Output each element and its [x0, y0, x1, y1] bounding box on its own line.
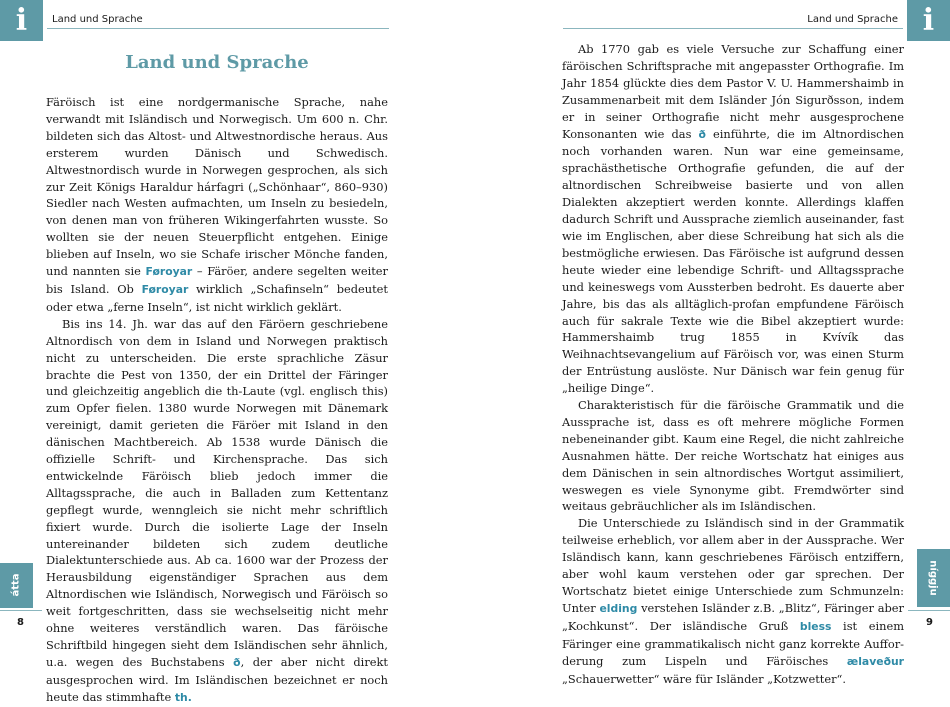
left-page [0, 0, 475, 704]
info-icon: i [922, 3, 935, 38]
text-run: Ab 1770 gab es viele Versuche zur Schaffung einer färöischen Schriftsprache mit angepasster Orthografie. Im Jahr 1854 glückte dies dem Pastor V. U. Hammershaimb in Zusammenarbeit mit dem Isländer Jón Sigurðsson, indem er in seiner Orthografie nicht mehr ausgesprochene Konsonanten wie das [562, 42, 904, 141]
number-word: átta [10, 573, 22, 597]
faroese-keyword: elding [599, 601, 638, 615]
info-tab [0, 0, 43, 41]
faroese-keyword: ð [698, 127, 706, 141]
text-run: Charakteristisch für die färöische Grammatik und die Aussprache ist, dass es oft mehrere mögliche Formen nebeneinander gibt. Kaum eine Regel, die nicht zahlreiche Ausnahmen hätte. Der reiche Wortschatz hat einiges aus dem Dänischen in sein altnordisches Wortgut assimiliert, weswegen es viele Synonyme gibt. Fremdwörter sind weitaus gebräuchlicher als im Isländischen. [562, 398, 904, 514]
header-rule [563, 28, 903, 29]
running-head: Land und Sprache [52, 14, 143, 25]
text-run: wirklich „Schafinseln“ bedeutet oder etwa „ferne Inseln“, ist nicht wirklich geklärt. [46, 281, 388, 314]
faroese-keyword: ð [233, 655, 241, 669]
header-rule [47, 28, 389, 29]
faroese-keyword: th. [174, 690, 192, 704]
faroese-keyword: Føroyar [141, 282, 189, 296]
faroese-keyword: bless [799, 619, 832, 633]
paragraph [562, 515, 904, 687]
footer-rule [0, 610, 42, 611]
body-text [46, 94, 388, 707]
footer-rule [908, 610, 950, 611]
text-run: Die Unterschiede zu Isländisch sind in der Grammatik teilweise erheblich, vor allem aber in der Aussprache. Wer Isländisch kann, kann geschriebenes Färöisch entziffern, aber wohl kaum verstehen oder gar sprechen. Der Wortschatz bietet einige Unterschiede zum Schmunzeln: Unter [562, 516, 904, 615]
paragraph [46, 94, 388, 316]
right-page [475, 0, 950, 686]
text-run: ist einem Färinger eine grammatikalisch nicht ganz korrekte Aufforderung zum Lispeln und Färöisches [562, 618, 904, 668]
text-run: verstehen Isländer z.B. „Blitz“, Färinger aber „Kochkunst“. Der isländische Gruß [562, 600, 904, 633]
faroese-keyword: ælaveður [846, 654, 904, 668]
number-word: níggju [927, 560, 939, 596]
page-number: 8 [17, 617, 24, 628]
text-run: – Färöer, andere segelten weiter bis Island. Ob [46, 264, 388, 296]
text-run: , der aber nicht direkt ausgesprochen wird. Im Isländischen bezeichnet er noch heute das stimmhafte [46, 654, 388, 704]
paragraph [562, 397, 904, 515]
text-run: einführte, die im Altnordischen noch vorhanden waren. Nun war eine gemeinsame, sprachästhetische Orthografie gefunden, die auf der altnordischen Schreibweise basierte und von allen Dialekten akzeptiert werden konnte. Allerdings klaffen dadurch Schrift und Aussprache ziemlich auseinander, fast wie im Englischen, aber diese Schreibung hat sich als die bestmögliche erwiesen. Das Färöische ist aufgrund dessen heute wieder eine lebendige Schrift- und Alltagssprache und keineswegs vom Aussterben bedroht. Es dauerte aber Jahre, bis das als alltäglich-profan empfundene Färöisch auch für sakrale Texte wie die Bibel akzeptiert wurde: Hammershaimb trug 1855 in Kvívík das Weihnachtsevangelium auf Färöisch vor, was einen Sturm der Entrüstung auslöste. Nur Dänisch war fein genug für „heilige Dinge“. [562, 126, 904, 396]
body-text [562, 41, 904, 687]
running-head: Land und Sprache [807, 14, 898, 25]
paragraph [562, 41, 904, 397]
page-number: 9 [926, 617, 933, 628]
info-tab [907, 0, 950, 41]
text-run: Färöisch ist eine nordgermanische Sprache, nahe verwandt mit Isländisch und Norwegisch. Um 600 n. Chr. bildeten sich das Altost- und Altwestnordische heraus. Aus ersterem wurden Dänisch und Schwedisch. Altwestnordisch wurde in Norwegen gesprochen, als sich zur Zeit Königs Haraldur hárfagri („Schönhaar“, 860–930) Siedler nach Westen aufmachten, um Inseln zu besiedeln, von denen man von früheren Wikingerfahrten wusste. So wollten sie der neuen Steuerpflicht entgehen. Einige blieben auf Inseln, wo sie Schafe irischer Mönche fanden, und nannten sie [46, 95, 388, 279]
faroese-keyword: Føroyar [145, 265, 193, 279]
chapter-title: Land und Sprache [125, 52, 309, 73]
text-run: „Schauerwetter“ wäre für Isländer „Kotzwetter“. [562, 671, 847, 686]
info-icon: i [15, 3, 28, 38]
side-tab [917, 549, 950, 607]
text-run: Bis ins 14. Jh. war das auf den Färöern geschriebene Altnordisch von dem in Island und Norwegen praktisch nicht zu unterscheiden. Die erste sprachliche Zäsur brachte die Pest von 1350, der ein Drittel der Färinger und gleichzeitig angeblich die th-Laute (vgl. englisch this) zum Opfer fielen. 1380 wurde Norwegen mit Dänemark vereinigt, damit gerieten die Färöer mit Island in den dänischen Machtbereich. Ab 1538 wurde Dänisch die offizielle Schrift- und Kirchensprache. Das sich entwickelnde Färöisch blieb jedoch immer die Alltagssprache, die auch in Balladen zum Kettentanz gepflegt wurde, wenngleich sie nicht mehr schriftlich fixiert wurde. Durch die isolierte Lage der Inseln untereinander bildeten sich zudem deutliche Dialektunterschiede aus. Ab ca. 1600 war der Prozess der Herausbildung eigenständiger Sprachen aus dem Altnordischen wie Isländisch, Norwegisch und Färöisch so weit fortgeschritten, dass sie wechselseitig nicht mehr ohne weiteres verständlich waren. Das färöische Schriftbild hingegen sieht dem Isländischen sehr ähnlich, u.a. wegen des Buchstabens [46, 316, 388, 669]
